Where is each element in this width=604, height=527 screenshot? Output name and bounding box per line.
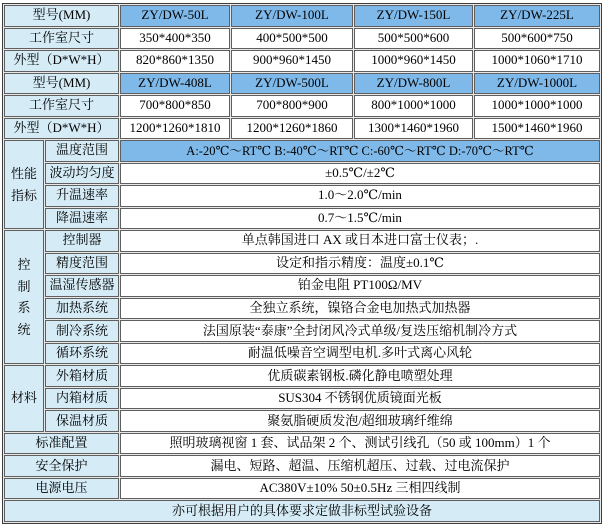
spec-value: SUS304 不锈钢优质镜面光板 xyxy=(120,388,600,410)
table-row xyxy=(4,253,600,275)
size-cell: 500*500*600 xyxy=(354,28,473,50)
row-label: 外型（D*W*H） xyxy=(4,118,119,140)
size-cell: 700*800*900 xyxy=(231,95,353,117)
table-row xyxy=(4,230,600,252)
spec-value: 全独立系统，镍铬合金电加热式加热器 xyxy=(120,298,600,320)
row-label: 波动均匀度 xyxy=(45,163,119,185)
row-label: 降温速率 xyxy=(45,208,119,230)
size-cell: 1200*1260*1810 xyxy=(120,118,230,140)
spec-value: ±0.5℃/±2℃ xyxy=(120,163,600,185)
spec-value: 照明玻璃视窗 1 套、试品架 2 个、测试引线孔（50 或 100mm）1 个 xyxy=(120,433,600,455)
table-row xyxy=(4,500,600,522)
spec-value: AC380V±10% 50±0.5Hz 三相四线制 xyxy=(120,478,600,500)
row-label: 标准配置 xyxy=(4,433,119,455)
table-row xyxy=(4,298,600,320)
row-label: 工作室尺寸 xyxy=(4,28,119,50)
row-label: 内箱材质 xyxy=(45,388,119,410)
row-label: 精度范围 xyxy=(45,253,119,275)
group-label-control: 控制系统 xyxy=(4,230,44,364)
size-cell: 1200*1260*1860 xyxy=(231,118,353,140)
table-row xyxy=(4,455,600,477)
spec-value: 设定和指示精度：温度±0.1℃ xyxy=(120,253,600,275)
spec-value: 漏电、短路、超温、压缩机超压、过载、过电流保护 xyxy=(120,455,600,477)
spec-value: 0.7～1.5℃/min xyxy=(120,208,600,230)
model-cell: ZY/DW-408L xyxy=(120,73,230,95)
row-label: 电源电压 xyxy=(4,478,119,500)
model-cell: ZY/DW-1000L xyxy=(474,73,600,95)
row-label: 外型（D*W*H） xyxy=(4,50,119,72)
footer-note: 亦可根据用户的具体要求定做非标型试验设备 xyxy=(4,500,600,522)
row-label: 外箱材质 xyxy=(45,365,119,387)
spec-table xyxy=(2,3,602,524)
table-row xyxy=(4,163,600,185)
table-row xyxy=(4,478,600,500)
size-cell: 500*600*750 xyxy=(474,28,600,50)
table-row xyxy=(4,5,600,27)
row-label: 型号(MM) xyxy=(4,73,119,95)
spec-value: 1.0～2.0℃/min xyxy=(120,185,600,207)
table-row xyxy=(4,118,600,140)
model-cell: ZY/DW-500L xyxy=(231,73,353,95)
row-label: 工作室尺寸 xyxy=(4,95,119,117)
size-cell: 820*860*1350 xyxy=(120,50,230,72)
group-label-materials: 材料 xyxy=(4,365,44,432)
row-label: 安全保护 xyxy=(4,455,119,477)
spec-value: 聚氨脂硬质发泡/超细玻璃纤维绵 xyxy=(120,410,600,432)
row-label: 控制器 xyxy=(45,230,119,252)
row-label: 加热系统 xyxy=(45,298,119,320)
spec-value: 耐温低噪音空调型电机.多叶式离心风轮 xyxy=(120,343,600,365)
row-label: 保温材质 xyxy=(45,410,119,432)
table-row xyxy=(4,95,600,117)
spec-value: 法国原装“泰康”全封闭风冷式单级/复迭压缩机制冷方式 xyxy=(120,320,600,342)
size-cell: 400*500*500 xyxy=(231,28,353,50)
table-row xyxy=(4,320,600,342)
model-cell: ZY/DW-800L xyxy=(354,73,473,95)
table-row xyxy=(4,140,600,162)
model-cell: ZY/DW-225L xyxy=(474,5,600,27)
group-label-performance: 性能指标 xyxy=(4,140,44,229)
row-label: 制冷系统 xyxy=(45,320,119,342)
table-row xyxy=(4,388,600,410)
table-row xyxy=(4,73,600,95)
size-cell: 1500*1460*1960 xyxy=(474,118,600,140)
table-row xyxy=(4,410,600,432)
table-row xyxy=(4,185,600,207)
size-cell: 350*400*350 xyxy=(120,28,230,50)
table-row xyxy=(4,28,600,50)
table-row xyxy=(4,433,600,455)
table-row xyxy=(4,365,600,387)
spec-value: 单点韩国进口 AX 或日本进口富士仪表；. xyxy=(120,230,600,252)
size-cell: 1000*1000*1000 xyxy=(474,95,600,117)
row-label: 温度范围 xyxy=(45,140,119,162)
row-label: 温湿传感器 xyxy=(45,275,119,297)
model-cell: ZY/DW-50L xyxy=(120,5,230,27)
size-cell: 1000*960*1450 xyxy=(354,50,473,72)
spec-value: 优质碳素钢板.磷化静电喷塑处理 xyxy=(120,365,600,387)
spec-value: A:-20℃～RT℃ B:-40℃～RT℃ C:-60℃～RT℃ D:-70℃～RT℃ xyxy=(120,140,600,162)
model-cell: ZY/DW-150L xyxy=(354,5,473,27)
table-row xyxy=(4,343,600,365)
size-cell: 1300*1460*1960 xyxy=(354,118,473,140)
row-label: 循环系统 xyxy=(45,343,119,365)
table-row xyxy=(4,208,600,230)
size-cell: 700*800*850 xyxy=(120,95,230,117)
size-cell: 1000*1060*1710 xyxy=(474,50,600,72)
size-cell: 900*960*1450 xyxy=(231,50,353,72)
table-row xyxy=(4,275,600,297)
size-cell: 800*1000*1000 xyxy=(354,95,473,117)
spec-value: 铂金电阻 PT100Ω/MV xyxy=(120,275,600,297)
model-cell: ZY/DW-100L xyxy=(231,5,353,27)
row-label: 型号(MM) xyxy=(4,5,119,27)
table-row xyxy=(4,50,600,72)
row-label: 升温速率 xyxy=(45,185,119,207)
